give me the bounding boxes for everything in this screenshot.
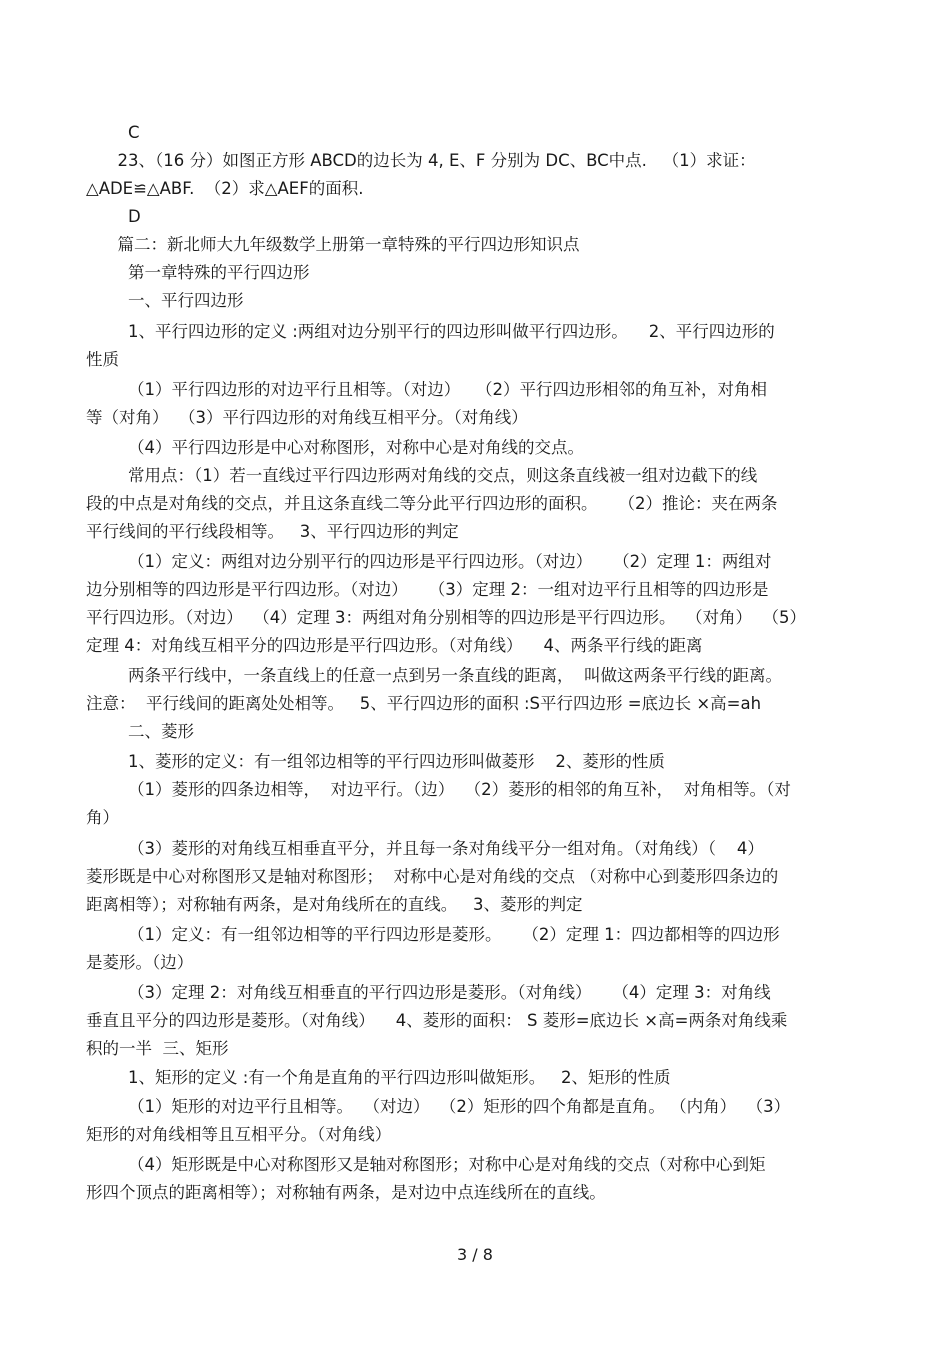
text-line: （1）矩形的对边平行且相等。 （对边） （2）矩形的四个角都是直角。 （内角） （3） [86, 1097, 791, 1116]
text-line: 注意： 平行线间的距离处处相等。 5、平行四边形的面积 :S平行四边形 =底边长 ×高=ah [86, 694, 762, 713]
text-line: （3）菱形的对角线互相垂直平分，并且每一条对角线平分一组对角。（对角线）（ 4） [86, 839, 764, 858]
page-number: 3 / 8 [457, 1245, 493, 1264]
text-line: 两条平行线中，一条直线上的任意一点到另一条直线的距离， 叫做这两条平行线的距离。 [86, 666, 782, 685]
text-line: △ADE≌△ABF. （2）求△AEF的面积. [86, 179, 364, 198]
text-line: 距离相等）；对称轴有两条，是对角线所在的直线。 3、菱形的判定 [86, 895, 583, 914]
text-line: （1）平行四边形的对边平行且相等。（对边） （2）平行四边形相邻的角互补，对角相 [86, 380, 767, 399]
text-line: 角） [86, 808, 119, 827]
text-line: 等（对角） （3）平行四边形的对角线互相平分。（对角线） [86, 408, 528, 427]
text-line: 二、菱形 [86, 722, 194, 741]
text-line: 平行线间的平行线段相等。 3、平行四边形的判定 [86, 522, 459, 541]
text-line: 形四个顶点的距离相等）；对称轴有两条，是对边中点连线所在的直线。 [86, 1183, 606, 1202]
text-line: 篇二：新北师大九年级数学上册第一章特殊的平行四边形知识点 [86, 235, 580, 254]
text-line: 1、菱形的定义：有一组邻边相等的平行四边形叫做菱形 2、菱形的性质 [86, 752, 665, 771]
text-line: 平行四边形。（对边） （4）定理 3：两组对角分别相等的四边形是平行四边形。 （对角） （5） [86, 608, 806, 627]
text-line: （4）平行四边形是中心对称图形，对称中心是对角线的交点。 [86, 438, 584, 457]
text-line: 积的一半 三、矩形 [86, 1039, 229, 1058]
text-line: 菱形既是中心对称图形又是轴对称图形； 对称中心是对角线的交点 （对称中心到菱形四条边的 [86, 867, 779, 886]
text-line: 边分别相等的四边形是平行四边形。（对边） （3）定理 2：一组对边平行且相等的四边形是 [86, 580, 769, 599]
text-line: 垂直且平分的四边形是菱形。（对角线） 4、菱形的面积： S 菱形=底边长 ×高=两条对角线乘 [86, 1011, 788, 1030]
text-line: 性质 [86, 350, 119, 369]
text-line: 1、矩形的定义 :有一个角是直角的平行四边形叫做矩形。 2、矩形的性质 [86, 1068, 671, 1087]
text-line: 第一章特殊的平行四边形 [86, 263, 310, 282]
text-line: 常用点：（1）若一直线过平行四边形两对角线的交点，则这条直线被一组对边截下的线 [86, 466, 758, 485]
text-line: 矩形的对角线相等且互相平分。（对角线） [86, 1125, 392, 1144]
text-line: （1）定义：有一组邻边相等的平行四边形是菱形。 （2）定理 1：四边都相等的四边形 [86, 925, 780, 944]
text-line: 23、（16 分）如图正方形 ABCD的边长为 4, E、F 分别为 DC、BC中点. （1）求证： [86, 151, 756, 170]
text-line: D [86, 207, 141, 226]
text-line: 定理 4：对角线互相平分的四边形是平行四边形。（对角线） 4、两条平行线的距离 [86, 636, 703, 655]
text-line: 段的中点是对角线的交点，并且这条直线二等分此平行四边形的面积。 （2）推论：夹在两条 [86, 494, 778, 513]
text-line: 一、平行四边形 [86, 291, 244, 310]
text-line: C [86, 123, 140, 142]
text-line: 1、平行四边形的定义 :两组对边分别平行的四边形叫做平行四边形。 2、平行四边形的 [86, 322, 775, 341]
text-line: （4）矩形既是中心对称图形又是轴对称图形；对称中心是对角线的交点（对称中心到矩 [86, 1155, 766, 1174]
text-line: （1）定义：两组对边分别平行的四边形是平行四边形。（对边） （2）定理 1：两组对 [86, 552, 772, 571]
text-line: 是菱形。（边） [86, 953, 194, 972]
text-line: （1）菱形的四条边相等， 对边平行。（边） （2）菱形的相邻的角互补， 对角相等。（对 [86, 780, 791, 799]
text-line: （3）定理 2：对角线互相垂直的平行四边形是菱形。（对角线） （4）定理 3：对角线 [86, 983, 771, 1002]
